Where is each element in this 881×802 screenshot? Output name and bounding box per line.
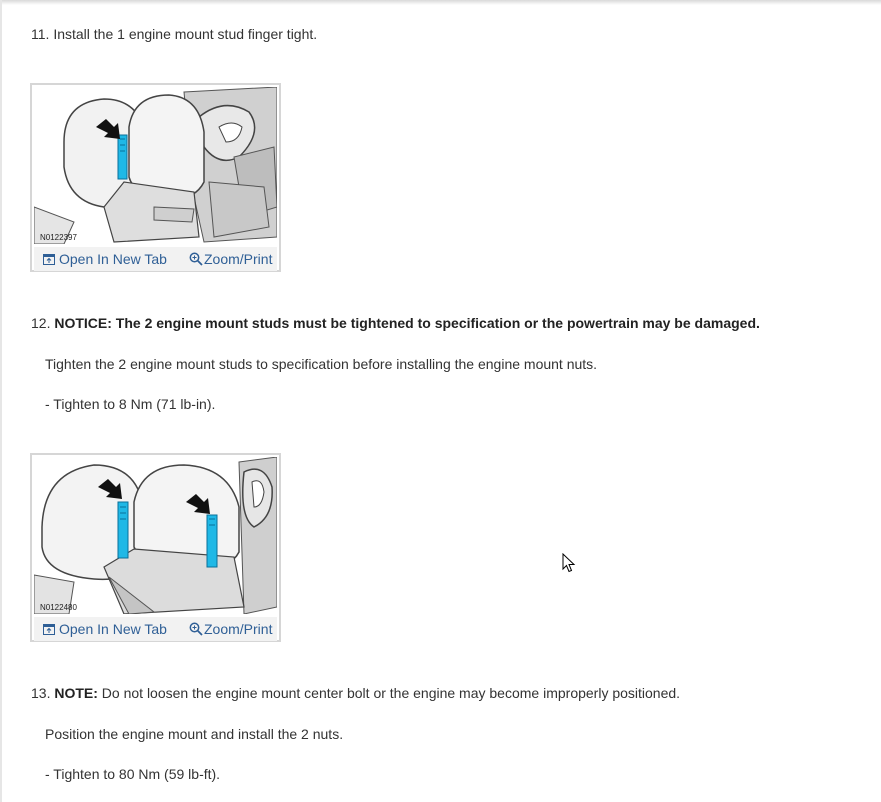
- open-new-tab-icon: [43, 622, 55, 638]
- top-shadow: [0, 0, 881, 5]
- figure-engine-mount-stud-1: [30, 83, 281, 272]
- note-text: Do not loosen the engine mount center bolt or the engine may become improperly positioned.: [97, 685, 681, 701]
- figure-code: N0122480: [40, 603, 77, 612]
- notice-text: NOTICE: The 2 engine mount studs must be tightened to specification or the powertrain may be damaged.: [54, 315, 760, 331]
- step-number: 11.: [31, 26, 50, 42]
- figure-engine-mount-studs-2: [30, 453, 281, 642]
- step-13: [31, 684, 680, 702]
- zoom-icon: [189, 252, 203, 269]
- step-12-torque-bullet: - Tighten to 8 Nm (71 lb-in).: [45, 396, 216, 412]
- open-in-new-tab-link[interactable]: [43, 251, 167, 268]
- open-in-new-tab-label: Open In New Tab: [59, 621, 167, 637]
- zoom-print-link[interactable]: [189, 621, 272, 639]
- open-new-tab-icon: [43, 252, 55, 268]
- step-number: 12.: [31, 315, 51, 331]
- step-12-instruction: Tighten the 2 engine mount studs to specification before installing the engine mount nuts.: [45, 356, 598, 372]
- open-in-new-tab-link[interactable]: [43, 621, 167, 638]
- zoom-print-label: Zoom/Print: [204, 621, 273, 637]
- step-11: [31, 25, 317, 43]
- note-label: NOTE:: [54, 685, 98, 701]
- open-in-new-tab-label: Open In New Tab: [59, 251, 167, 267]
- left-edge: [0, 0, 2, 802]
- step-number: 13.: [31, 685, 51, 701]
- figure-link-bar: [34, 247, 277, 271]
- step-13-instruction: Position the engine mount and install the 2 nuts.: [45, 726, 344, 742]
- figure-image[interactable]: [34, 87, 277, 244]
- zoom-print-link[interactable]: [189, 251, 272, 269]
- step-12: [31, 314, 760, 332]
- figure-image[interactable]: [34, 457, 277, 614]
- figure-link-bar: [34, 617, 277, 641]
- step-13-torque-bullet: - Tighten to 80 Nm (59 lb-ft).: [45, 766, 221, 782]
- zoom-print-label: Zoom/Print: [204, 251, 273, 267]
- mouse-pointer-icon: [562, 553, 576, 578]
- zoom-icon: [189, 622, 203, 639]
- figure-code: N0122397: [40, 233, 77, 242]
- step-text: Install the 1 engine mount stud finger tight.: [53, 26, 318, 42]
